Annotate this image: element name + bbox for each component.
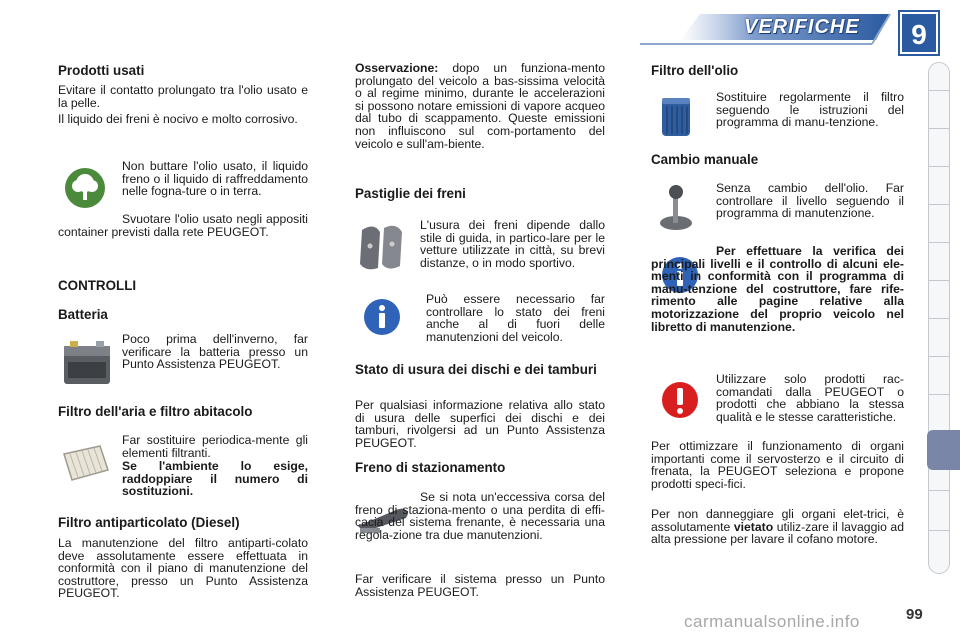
paragraph-danneggiare (651, 508, 904, 546)
page-title: VERIFICHE (744, 16, 860, 38)
air-filter-icon (60, 440, 110, 484)
side-divider (929, 530, 949, 531)
paragraph-osservazione (355, 62, 605, 150)
paragraph-freno-2: Far verificare il sistema presso un Punto Assistenza PEUGEOT. (355, 572, 605, 599)
side-divider (929, 394, 949, 395)
paragraph-batteria: Poco prima dell'inverno, far verificare la batteria presso un Punto Assistenza PEUGEOT. (122, 332, 308, 372)
side-divider (929, 318, 949, 319)
danneggiare-pre: Per non danneggiare gli organi elet-trici, è assolutamente (651, 507, 904, 534)
section-title-freno: Freno di stazionamento (355, 460, 506, 475)
info-icon (362, 297, 402, 337)
paragraph-pastiglie-info: Può essere necessario far controllare lo stato dei freni anche al di fuori delle manutenzioni del veicolo. (426, 292, 605, 344)
oil-filter-icon (656, 92, 696, 140)
section-title-antiparticolato: Filtro antiparticolato (Diesel) (58, 515, 240, 530)
section-title-pastiglie: Pastiglie dei freni (355, 186, 466, 201)
paragraph-filtro-olio: Sostituire regolarmente il filtro seguendo le istruzioni del programma di manu-tenzione. (716, 90, 904, 130)
chapter-tab-active[interactable] (927, 430, 960, 470)
environment-tree-icon (62, 165, 108, 211)
danneggiare-bold: vietato (733, 519, 774, 534)
section-title-filtro-aria: Filtro dell'aria e filtro abitacolo (58, 404, 253, 419)
warning-icon (660, 380, 700, 420)
danneggiare-post: utiliz-zare il lavaggio ad alta pressione per lavare il cofano motore. (651, 519, 904, 547)
section-title-filtro-olio: Filtro dell'olio (651, 63, 739, 78)
paragraph-dischi: Per qualsiasi informazione relativa allo stato di usura delle superfici dei dischi e dei tamburi, rivolgersi ad un Punto Assistenza PEUGEOT. (355, 398, 605, 450)
osservazione-text: dopo un funziona-mento prolungato del veicolo a bas-sissima velocità o al regime minimo, durante le accelerazioni si possono notare emissioni di vapore acqueo dal tubo di scappamento. Queste emissioni non influiscono sul com-portamento del veicolo e sull'am-biente. (355, 61, 605, 151)
side-divider (929, 242, 949, 243)
side-divider (929, 128, 949, 129)
chapter-number: 9 (900, 12, 938, 54)
paragraph-prodotti-1: Evitare il contatto prolungato tra l'olio usato e la pelle. (58, 83, 308, 110)
side-divider (929, 166, 949, 167)
gear-lever-icon (656, 183, 696, 233)
paragraph-info-manutenzione: Per effettuare la verifica dei principali livelli e il controllo di alcuni ele-menti in conformità con il programma di manu-tenzione del costruttore, fare rife-rimento alle pagine relative alla motorizzazione del proprio veicolo nel libretto di manutenzione. (651, 244, 904, 334)
side-divider (929, 204, 949, 205)
side-divider (929, 90, 949, 91)
paragraph-ottimizzare: Per ottimizzare il funzionamento di organi importanti come il servosterzo e il circuito di frenata, la PEUGEOT seleziona e propone prodotti speci-fici. (651, 439, 904, 491)
paragraph-environment-1: Non buttare l'olio usato, il liquido freno o il liquido di raffreddamento nelle fogna-ture o in terra. (122, 159, 308, 199)
paragraph-pastiglie: L'usura dei freni dipende dallo stile di guida, in partico-lare per le vetture utilizzate in città, su brevi distanze, o in modo sportivo. (420, 218, 605, 270)
watermark: carmanualsonline.info (684, 612, 860, 631)
side-divider (929, 356, 949, 357)
section-title-batteria: Batteria (58, 307, 108, 322)
section-title-cambio: Cambio manuale (651, 152, 759, 167)
paragraph-filtro-aria-bold: Se l'ambiente lo esige, raddoppiare il numero di sostituzioni. (122, 459, 308, 499)
side-divider (929, 280, 949, 281)
paragraph-freno-body: Se si nota un'eccessiva corsa del freno di staziona-mento o una perdita di effi-cacia del sistema frenante, è necessaria una regola-zione tra due manutenzioni. (355, 490, 605, 542)
section-title-controlli: CONTROLLI (58, 278, 137, 293)
brake-pads-icon (356, 220, 408, 276)
page-number: 99 (906, 606, 923, 623)
section-title-prodotti-usati: Prodotti usati (58, 63, 145, 78)
paragraph-antiparticolato: La manutenzione del filtro antiparti-colato deve assolutamente essere effettuata in conformità con il piano di manutenzione del costruttore, presso un Punto Assistenza PEUGEOT. (58, 536, 308, 601)
osservazione-label: Osservazione: (355, 61, 439, 75)
paragraph-filtro-aria: Far sostituire periodica-mente gli elementi filtranti. (122, 433, 308, 460)
battery-icon (58, 336, 116, 388)
section-title-dischi: Stato di usura dei dischi e dei tamburi (355, 362, 597, 377)
paragraph-environment-2: Svuotare l'olio usato negli appositi container previsti dalla rete PEUGEOT. (58, 212, 308, 239)
paragraph-cambio: Senza cambio dell'olio. Far controllare il livello seguendo il programma di manutenzione. (716, 181, 904, 221)
side-divider (929, 490, 949, 491)
paragraph-warning: Utilizzare solo prodotti rac-comandati dalla PEUGEOT o prodotti che abbiano la stessa qualità e le stesse caratteristiche. (716, 372, 904, 424)
paragraph-prodotti-2: Il liquido dei freni è nocivo e molto corrosivo. (58, 112, 298, 126)
